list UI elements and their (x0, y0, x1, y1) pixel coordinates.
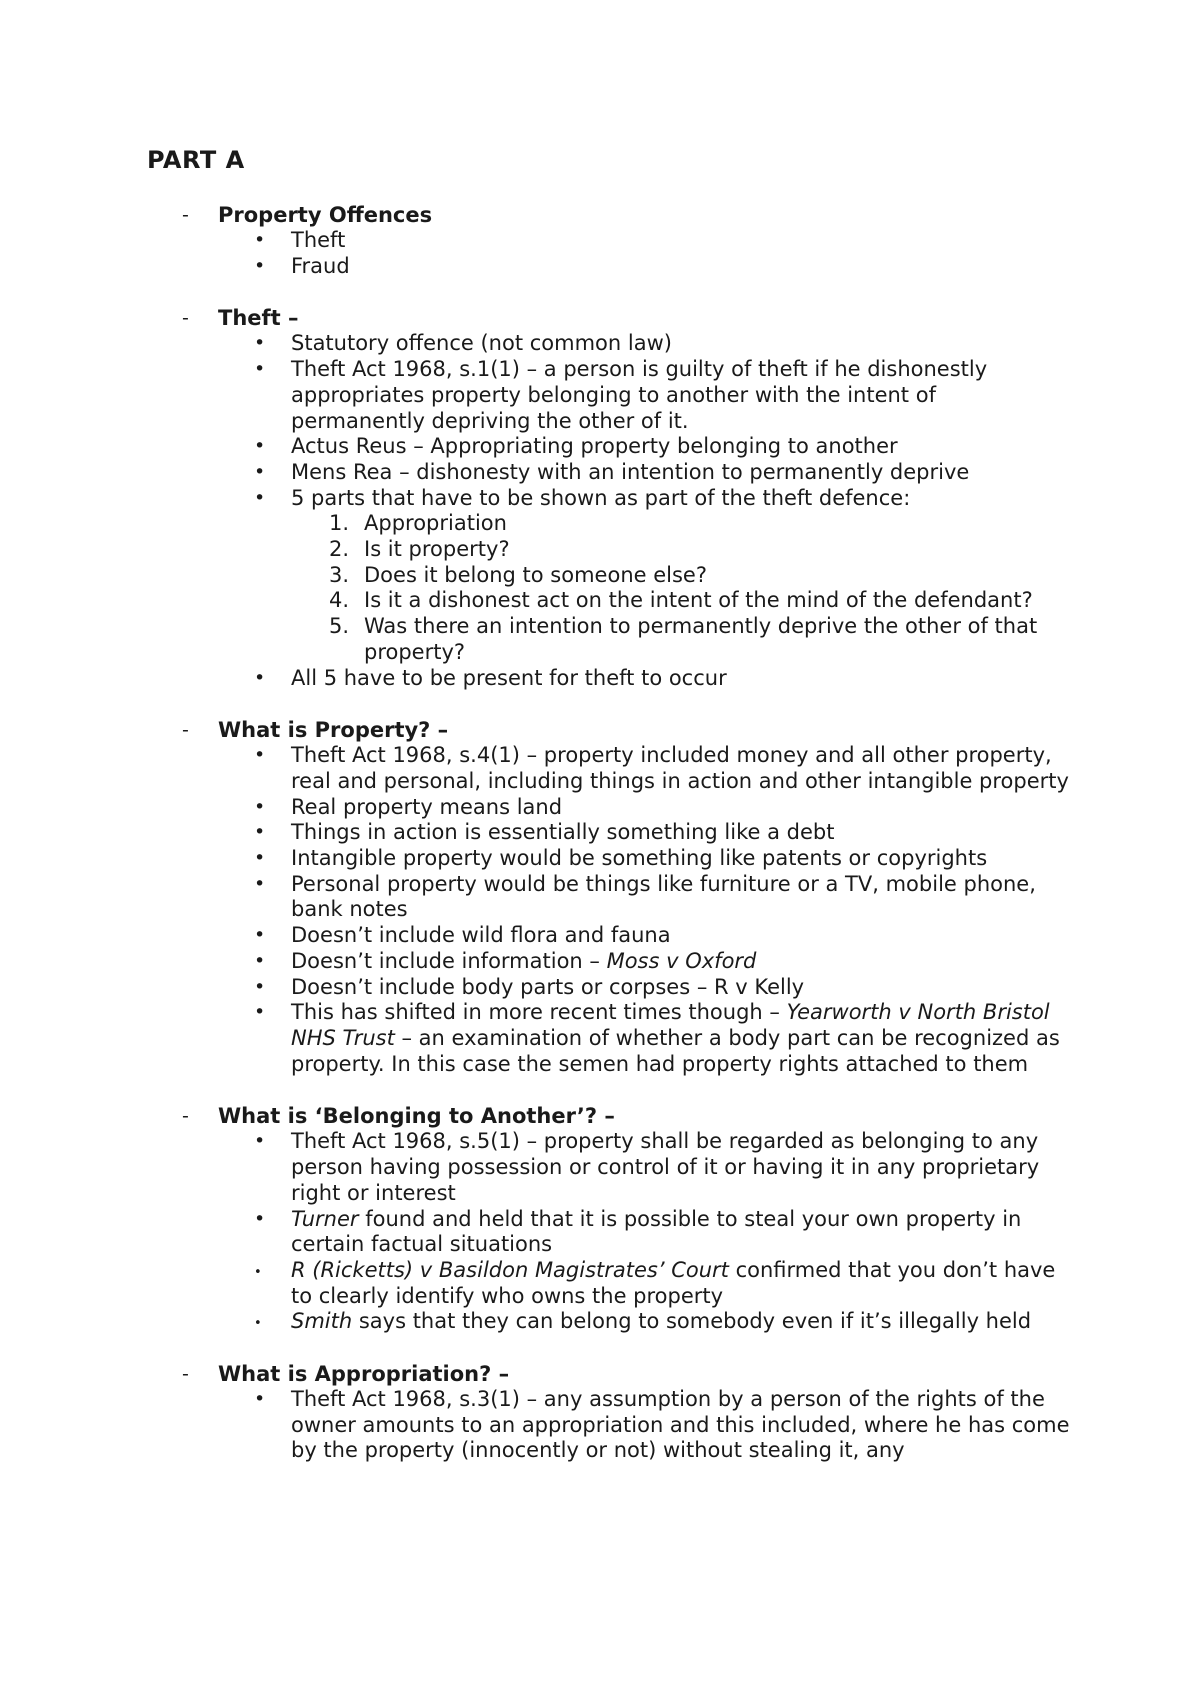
bullet-list (0, 228, 1200, 279)
case-name: Smith (291, 1309, 353, 1334)
list-item-text: Statutory offence (not common law) (291, 331, 672, 356)
bullet-icon: • (254, 332, 266, 355)
dash-marker: - (182, 1363, 189, 1386)
numbered-item-text: Was there an intention to permanently deprive the other of that property? (364, 614, 1038, 664)
list-item-text: – an examination of whether a body part can be recognized as property. In this case the semen had property rights attached to them (291, 1025, 1060, 1076)
bullet-icon: • (254, 435, 266, 458)
list-item (0, 975, 1200, 1001)
list-item-text: Theft Act 1968, s.3(1) – any assumption by a person of the rights of the owner amounts to an appropriation and this included, where he has come by the property (innocently or not) without stealing it, any (291, 1387, 1070, 1463)
bullet-icon: • (254, 744, 266, 767)
section-heading (0, 202, 1200, 228)
numbered-list (0, 511, 1200, 665)
list-item-text: All 5 have to be present for theft to occur (291, 665, 727, 690)
numbered-item-text: Is it a dishonest act on the intent of the mind of the defendant? (364, 588, 1033, 613)
list-item-text: Doesn’t include body parts or corpses – R v Kelly (291, 974, 805, 999)
case-name: Turner (291, 1206, 359, 1231)
bullet-icon: • (254, 254, 266, 277)
bullet-icon: • (254, 924, 266, 947)
dash-marker: - (182, 204, 189, 226)
list-item (0, 228, 1200, 254)
section-theft (0, 305, 1200, 691)
document-body (0, 202, 1200, 1490)
bullet-icon: • (254, 1316, 262, 1332)
numbered-item-text: Is it property? (364, 537, 510, 562)
list-item (0, 254, 1200, 280)
list-item (0, 666, 1200, 692)
numbered-item (0, 588, 1200, 614)
list-item (0, 1207, 1200, 1258)
section-heading (0, 305, 1200, 331)
list-item (0, 795, 1200, 821)
list-item-text: says that they can belong to somebody even if it’s illegally held (352, 1309, 1032, 1334)
section-title: What is Property? – (218, 718, 449, 743)
list-item-text: confirmed that you don’t have to clearly identify who owns the property (291, 1257, 1056, 1308)
numbered-item-text: Appropriation (364, 511, 507, 536)
section-title: What is ‘Belonging to Another’? – (218, 1104, 615, 1129)
list-item-text: Doesn’t include information – (291, 948, 607, 973)
list-item (0, 743, 1200, 794)
section-title: Property Offences (218, 203, 433, 227)
list-item-text: Fraud (291, 253, 350, 278)
bullet-icon: • (254, 795, 266, 818)
list-item (0, 357, 1200, 434)
bullet-icon: • (254, 1001, 266, 1024)
item-number: 3. (329, 562, 350, 587)
section-belonging-to-another (0, 1103, 1200, 1335)
list-item (0, 1000, 1200, 1077)
list-item (0, 923, 1200, 949)
list-item-text: found and held that it is possible to steal your own property in certain factual situations (291, 1206, 1022, 1257)
list-item-text: Real property means land (291, 794, 563, 819)
section-what-is-appropriation (0, 1361, 1200, 1464)
numbered-item (0, 614, 1200, 665)
list-item-text: 5 parts that have to be shown as part of the theft defence: (291, 485, 911, 510)
list-item (0, 331, 1200, 357)
case-name: Moss v Oxford (606, 948, 757, 973)
dash-marker: - (182, 719, 189, 742)
list-item-text: Theft Act 1968, s.4(1) – property included money and all other property, real and personal, including things in action and other intangible property (291, 743, 1069, 793)
section-heading (0, 1103, 1200, 1129)
list-item (0, 949, 1200, 975)
numbered-item (0, 537, 1200, 563)
bullet-icon: • (254, 666, 266, 689)
bullet-icon: • (254, 1207, 266, 1230)
dash-marker: - (182, 1105, 189, 1128)
dash-marker: - (182, 307, 189, 330)
list-item-text: Doesn’t include wild flora and fauna (291, 923, 671, 948)
bullet-icon: • (254, 1388, 266, 1411)
list-item-text: Things in action is essentially something like a debt (291, 820, 835, 845)
numbered-item (0, 511, 1200, 537)
list-item-text: This has shifted in more recent times though – (291, 1000, 787, 1025)
list-item (0, 486, 1200, 666)
case-name: Yearworth v North Bristol NHS Trust (291, 1000, 1050, 1050)
list-item-text: Theft Act 1968, s.1(1) – a person is guilty of theft if he dishonestly appropriates property belonging to another with the intent of permanently depriving the other of it. (291, 357, 988, 433)
part-title: PART A (147, 146, 245, 174)
bullet-icon: • (254, 821, 266, 844)
list-item (0, 1129, 1200, 1206)
numbered-item-text: Does it belong to someone else? (364, 562, 707, 587)
bullet-icon: • (254, 1264, 262, 1280)
list-item-text: Theft Act 1968, s.5(1) – property shall be regarded as belonging to any person having possession or control of it or having it in any proprietary right or interest (291, 1129, 1040, 1205)
list-item (0, 846, 1200, 872)
list-item (0, 872, 1200, 923)
case-name: R (Ricketts) v Basildon Magistrates’ Court (291, 1257, 729, 1282)
numbered-item (0, 563, 1200, 589)
item-number: 4. (329, 588, 350, 613)
list-item-text: Mens Rea – dishonesty with an intention to permanently deprive (291, 459, 970, 484)
bullet-icon: • (254, 872, 266, 895)
section-what-is-property (0, 717, 1200, 1077)
bullet-list (0, 1387, 1200, 1464)
bullet-icon: • (254, 949, 266, 972)
list-item (0, 1387, 1200, 1464)
list-item (0, 460, 1200, 486)
list-item (0, 1309, 1200, 1335)
bullet-list (0, 743, 1200, 1077)
list-item-text: Intangible property would be something like patents or copyrights (291, 846, 988, 871)
list-item-text: Actus Reus – Appropriating property belonging to another (291, 434, 898, 459)
bullet-icon: • (254, 486, 266, 509)
list-item (0, 1258, 1200, 1309)
list-item (0, 820, 1200, 846)
bullet-icon: • (254, 229, 266, 251)
item-number: 1. (329, 511, 350, 536)
bullet-icon: • (254, 358, 266, 381)
section-title: Theft – (218, 306, 299, 331)
item-number: 2. (329, 537, 350, 562)
section-title: What is Appropriation? – (218, 1362, 510, 1387)
bullet-icon: • (254, 975, 266, 998)
bullet-icon: • (254, 460, 266, 483)
bullet-icon: • (254, 1130, 266, 1153)
bullet-list (0, 1129, 1200, 1335)
item-number: 5. (329, 614, 350, 639)
section-heading (0, 1361, 1200, 1387)
bullet-list (0, 331, 1200, 691)
section-property-offences (0, 202, 1200, 279)
section-heading (0, 717, 1200, 743)
bullet-icon: • (254, 847, 266, 870)
list-item-text: Theft (291, 228, 346, 252)
list-item-text: Personal property would be things like furniture or a TV, mobile phone, bank notes (291, 871, 1036, 922)
list-item (0, 434, 1200, 460)
